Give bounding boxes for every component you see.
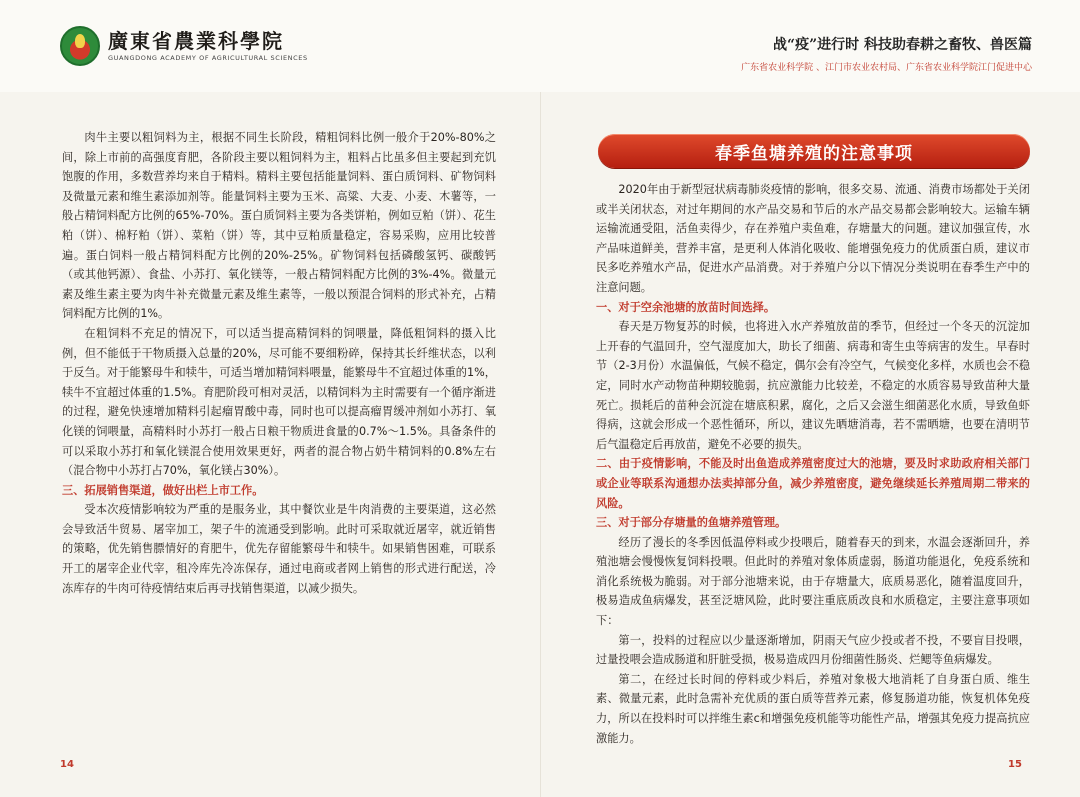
article-title: 春季鱼塘养殖的注意事项 — [715, 143, 913, 164]
right-intro-paragraph: 2020年由于新型冠状病毒肺炎疫情的影响，很多交易、流通、消费市场都处于关闭或半关闭状态，对过年期间的水产品交易和节后的水产品交易都会影响较大。运输车辆运输流通受阻，活鱼卖得少，存在养殖户卖鱼难，存塘量大的问题。建议加强宣传，水产品味道鲜美，营养丰富，是更利人体消化吸收、能增强免疫力的优质蛋白质，建议市民多吃养殖水产品，促进水产品消费。对于养殖户分以下情况分类说明在春季生产中的注意问题。 — [596, 183, 1030, 294]
left-paragraph-1: 肉牛主要以粗饲料为主，根据不同生长阶段，精粗饲料比例一般介于20%-80%之间，除上市前的高强度育肥，各阶段主要以粗饲料为主，粗料占比虽多但主要起到充饥饱腹的作用，多数营养均来自于精料。精料主要包括能量饲料、蛋白质饲料、矿物饲料及微量元素和维生素添加剂等。能量饲料主要为玉米、高粱、大麦、小麦、木薯等，一般占精饲料配方比例的65%-70%。蛋白质饲料主要为各类饼粕，例如豆粕（饼）、花生粕（饼）、棉籽粕（饼）、菜粕（饼）等，其中豆粕质量稳定，容易采购，应用比较普遍。蛋白饲料一般占精饲料配方比例的20%-25%。矿物饲料包括磷酸氢钙、碳酸钙（或其他钙源）、食盐、小苏打、氧化镁等，一般占精饲料配方比例的3%-4%。微量元素及维生素主要为肉牛补充微量元素及维生素等，一般以预混合饲料的形式补充，占精饲料配方比例的1%。 — [62, 131, 496, 321]
left-page-number: 14 — [60, 759, 74, 770]
right-section3-heading: 三、对于部分存塘量的鱼塘养殖管理。 — [596, 516, 787, 530]
right-section3-paragraph: 经历了漫长的冬季因低温停料或少投喂后，随着春天的到来，水温会逐渐回升，养殖池塘会慢慢恢复饲料投喂。但此时的养殖对象体质虚弱，肠道功能退化，免疫系统和消化系统极为脆弱。对于部分池塘来说，由于存塘量大，底质易恶化，随着温度回升，极易造成鱼病爆发，甚至泛塘风险，此时要注重底质改良和水质稳定，主要注意事项如下： — [596, 535, 1030, 628]
header-title: 战“疫”进行时 科技助春耕之畜牧、兽医篇 — [773, 37, 1032, 53]
header-subtitle: 广东省农业科学院 、江门市农业农村局、广东省农业科学院江门促进中心 — [741, 63, 1032, 73]
left-page-body — [62, 128, 496, 598]
right-page-body — [596, 180, 1030, 748]
right-section1-paragraph: 春天是万物复苏的时候，也将进入水产养殖放苗的季节，但经过一个冬天的沉淀加上开春的气温回升，空气湿度加大，助长了细菌、病毒和寄生虫等病害的发生。早春时节（2-3月份）水温偏低，气候不稳定，偶尔会有冷空气，气候变化多样，水质也会不稳定，同时水产动物苗种期较脆弱，抗应激能力比较差，不稳定的水质容易导致苗种大量死亡。损耗后的苗种会沉淀在塘底积累，腐化，之后又会滋生细菌恶化水质，导致鱼虾得病，这就会形成一个恶性循环，所以，建议先晒塘消毒，若不需晒塘，也要在清明节后气温稳定后再放苗，避免不必要的损失。 — [596, 320, 1030, 451]
left-section3-heading: 三、拓展销售渠道，做好出栏上市工作。 — [62, 483, 264, 497]
article-title-banner — [598, 134, 1030, 168]
logo-chinese-name: 廣東省農業科學院 — [108, 29, 284, 53]
right-section2-heading: 二、由于疫情影响，不能及时出鱼造成养殖密度过大的池塘，要及时求助政府相关部门或企业等联系沟通想办法卖掉部分鱼，减少养殖密度，避免继续延长养殖周期二带来的风险。 — [596, 457, 1030, 510]
academy-emblem-icon — [60, 26, 100, 66]
page-header — [0, 0, 1080, 92]
logo-english-name: GUANGDONG ACADEMY OF AGRICULTURAL SCIENCES — [108, 54, 308, 62]
left-paragraph-2: 在粗饲料不充足的情况下，可以适当提高精饲料的饲喂量，降低粗饲料的摄入比例，但不能低于干物质摄入总量的20%，尽可能不要细粉碎，保持其长纤维状态，以利于反刍。对于能繁母牛和犊牛，可适当增加精饲料喂量，能繁母牛不宜超过体重的1%，犊牛不宜超过体重的1.5%。育肥阶段可相对灵活，以精饲料为主时需要有一个循序渐进的过程，避免快速增加精料引起瘤胃酸中毒，同时也可以提高瘤胃缓冲剂如小苏打、氧化镁的饲喂量，高精料时小苏打一般占日粮干物质进食量的0.7%～1.5%。具备条件的可以采取小苏打和氧化镁混合使用效果更好，两者的混合物占奶牛精饲料的0.8%左右（混合物中小苏打占70%，氧化镁占30%）。 — [62, 326, 496, 478]
logo-text — [108, 30, 308, 62]
right-point-1: 第一，投料的过程应以少量逐渐增加，阴雨天气应少投或者不投，不要盲目投喂，过量投喂会造成肠道和肝脏受损，极易造成四月份细菌性肠炎、烂鳃等鱼病爆发。 — [596, 633, 1030, 667]
academy-logo — [60, 26, 308, 66]
right-point-2: 第二，在经过长时间的停料或少料后，养殖对象极大地消耗了自身蛋白质、维生素、微量元素，此时急需补充优质的蛋白质等营养元素，修复肠道功能，恢复机体免疫力，所以在投料时可以拌维生素c和增强免疫机能等功能性产品，增强其免疫力提高抗应激能力。 — [596, 672, 1030, 745]
right-section1-heading: 一、对于空余池塘的放苗时间选择。 — [596, 300, 776, 314]
right-page-number: 15 — [1008, 759, 1022, 770]
page-fold-divider — [540, 92, 541, 797]
left-section3-paragraph: 受本次疫情影响较为严重的是服务业，其中餐饮业是牛肉消费的主要渠道，这必然会导致活牛贸易、屠宰加工，架子牛的流通受到影响。此时可采取就近屠宰，就近销售的策略，优先销售膘情好的育肥牛，优先存留能繁母牛和犊牛。如果销售困难，可联系开工的屠宰企业代宰，租冷库先冷冻保存，通过电商或者网上销售的形式进行配送，冷冻库存的牛肉可待疫情结束后再寻找销售渠道，以减少损失。 — [62, 503, 496, 595]
header-titles — [741, 34, 1032, 73]
